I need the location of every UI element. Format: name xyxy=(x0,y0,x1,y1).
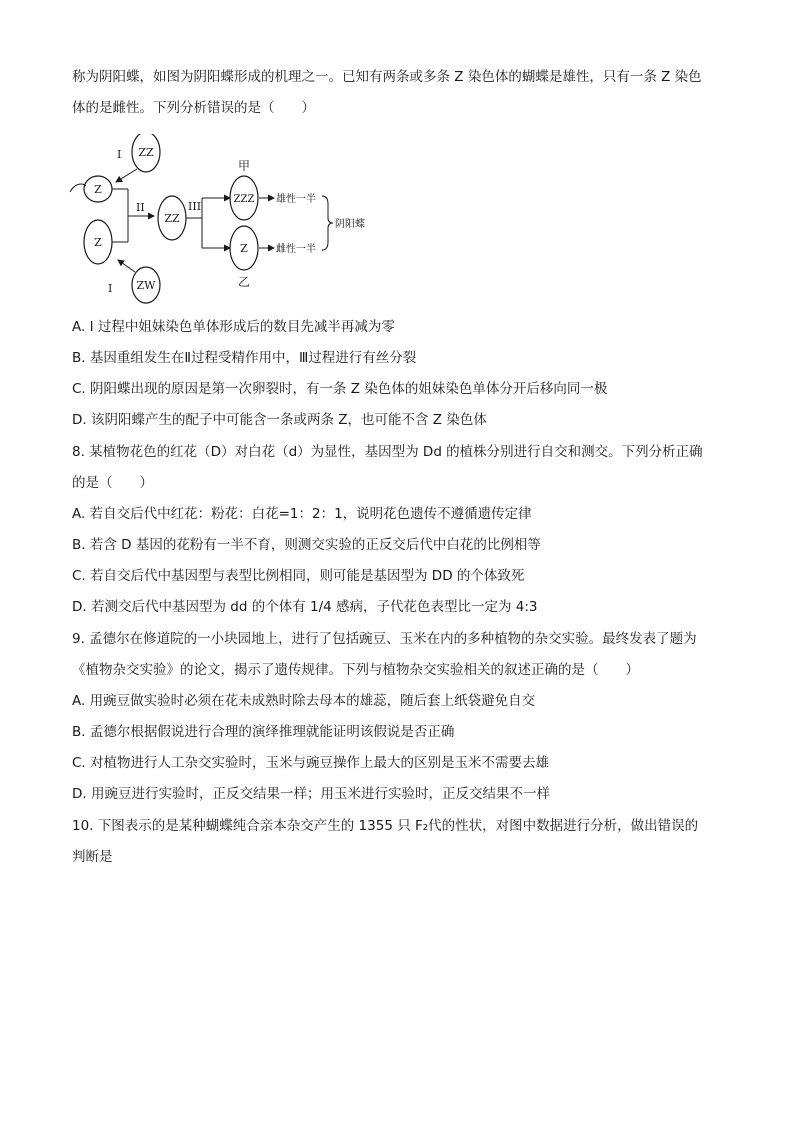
q9-stem-2: 《植物杂交实验》的论文，揭示了遗传规律。下列与植物杂交实验相关的叙述正确的是（ ） xyxy=(72,662,639,678)
q7-option-a: A. I 过程中姐妹染色单体形成后的数目先减半再减为零 xyxy=(72,319,395,335)
q7-option-b: B. 基因重组发生在Ⅱ过程受精作用中，Ⅲ过程进行有丝分裂 xyxy=(72,350,417,366)
cell-z-right-label: Z xyxy=(240,242,248,255)
roman-1-bottom: I xyxy=(108,282,113,295)
cell-z-lower-label: Z xyxy=(94,236,102,249)
q9-option-a: A. 用豌豆做实验时必须在花未成熟时除去母本的雄蕊，随后套上纸袋避免自交 xyxy=(72,693,536,709)
label-jia: 甲 xyxy=(237,159,251,173)
q8-stem-2: 的是（ ） xyxy=(72,475,153,491)
roman-2: II xyxy=(136,201,145,214)
yinyang-label: 阴阳蝶 xyxy=(335,219,365,230)
q9-option-d: D. 用豌豆进行实验时，正反交结果一样；用玉米进行实验时，正反交结果不一样 xyxy=(72,786,550,802)
q8-option-c: C. 若自交后代中基因型与表型比例相同，则可能是基因型为 DD 的个体致死 xyxy=(72,568,525,584)
cell-zz-top-label: ZZ xyxy=(138,146,154,159)
male-half-label: 雄性一半 xyxy=(276,194,316,205)
cell-zz-mid-label: ZZ xyxy=(164,212,180,225)
q9-option-b: B. 孟德尔根据假说进行合理的演绎推理就能证明该假说是否正确 xyxy=(72,724,455,740)
cell-zzz-label: ZZZ xyxy=(233,194,255,205)
q9-option-c: C. 对植物进行人工杂交实验时，玉米与豌豆操作上最大的区别是玉米不需要去雄 xyxy=(72,755,550,771)
q8-option-a: A. 若自交后代中红花：粉花：白花=1：2：1，说明花色遗传不遵循遗传定律 xyxy=(72,506,532,522)
q7-option-d: D. 该阴阳蝶产生的配子中可能含一条或两条 Z，也可能不含 Z 染色体 xyxy=(72,412,487,428)
q7-option-c: C. 阴阳蝶出现的原因是第一次卵裂时，有一条 Z 染色体的姐妹染色单体分开后移向同一极 xyxy=(72,381,608,397)
roman-1-top: I xyxy=(117,148,122,161)
q8-stem-1: 8. 某植物花色的红花（D）对白花（d）为显性，基因型为 Dd 的植株分别进行自交和测交。下列分析正确 xyxy=(72,444,703,460)
q10-stem-1: 10. 下图表示的是某种蝴蝶纯合亲本杂交产生的 1355 只 F₂代的性状，对图中数据进行分析，做出错误的 xyxy=(72,818,699,834)
q8-option-b: B. 若含 D 基因的花粉有一半不育，则测交实验的正反交后代中白花的比例相等 xyxy=(72,537,541,553)
label-yi: 乙 xyxy=(237,275,251,289)
cell-zw-label: ZW xyxy=(136,279,156,292)
q9-stem-1: 9. 孟德尔在修道院的一小块园地上，进行了包括豌豆、玉米在内的多种植物的杂交实验。最终发表了题为 xyxy=(72,631,697,647)
intro-line-1: 称为阴阳蝶，如图为阴阳蝶形成的机理之一。已知有两条或多条 Z 染色体的蝴蝶是雄性，只有一条 Z 染色 xyxy=(72,69,702,85)
cell-z-upper-label: Z xyxy=(94,183,102,196)
yinyang-butterfly-diagram xyxy=(60,134,380,304)
q8-option-d: D. 若测交后代中基因型为 dd 的个体有 1/4 感病，子代花色表型比一定为 4:3 xyxy=(72,599,538,615)
female-half-label: 雌性一半 xyxy=(276,244,316,255)
q10-stem-2: 判断是 xyxy=(72,849,113,865)
roman-3: III xyxy=(188,200,202,213)
intro-line-2: 体的是雌性。下列分析错误的是（ ） xyxy=(72,100,315,116)
